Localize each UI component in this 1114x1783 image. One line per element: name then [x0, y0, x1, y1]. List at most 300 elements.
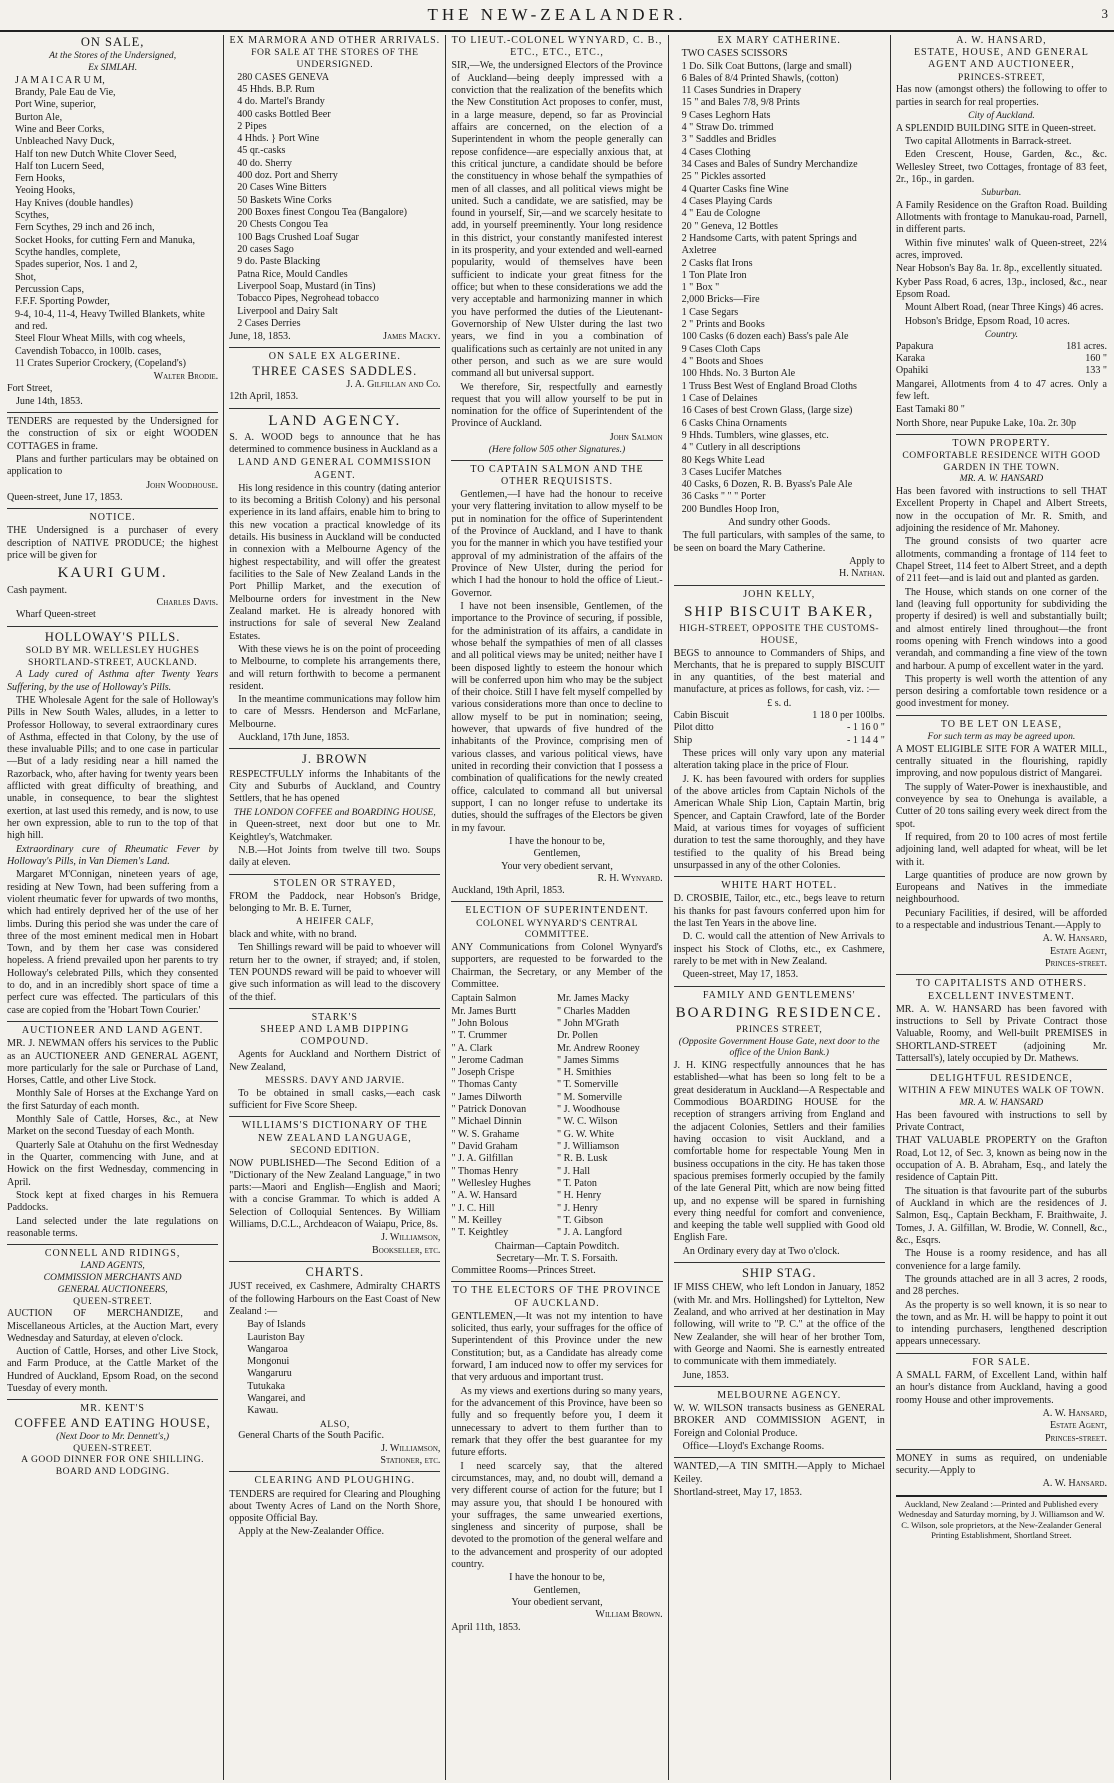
list-item: Tobacco Pipes, Negrohead tobacco: [237, 293, 379, 305]
ad-text: D. CROSBIE, Tailor, etc., etc., begs leave to return his thanks for past favours conferred upon him for the last Ten Years in the above line.: [673, 893, 885, 929]
list-item: 15 " and Bales 7/8, 9/8 Prints: [681, 97, 800, 109]
list-item: 16 Cases of best Crown Glass, (large size): [681, 405, 853, 417]
ad-closing: Your very obedient servant,: [501, 860, 613, 872]
list-item: 9 do. Paste Blacking: [237, 256, 321, 268]
ad-closing: Your obedient servant,: [511, 1597, 603, 1609]
list-item: Mr. James Burtt: [451, 1005, 517, 1017]
list-item: 4 " Boots and Shoes: [681, 356, 764, 367]
ad-title: JOHN KELLY,: [743, 588, 816, 600]
list-item: " Thomas Henry: [451, 1165, 519, 1177]
ad-text: BEGS to announce to Commanders of Ships, and Merchants, that he is prepared to supply BISCUIT in any quantities, of the best material and manufacture, at prices as follows, for cash, viz. :—: [673, 647, 885, 696]
ad-name: MR. A. W. HANSARD: [959, 473, 1044, 485]
ad-kent: [7, 1403, 218, 1477]
list-item: Wine and Beer Corks,: [15, 123, 105, 135]
list-item: 6 Casks China Ornaments: [681, 417, 787, 429]
list-item: 9-4, 10-4, 11-4, Heavy Twilled Blankets, white and red.: [15, 308, 205, 332]
list-item: 1 " Box ": [681, 282, 720, 294]
ad-signer: Estate Agent,: [1049, 1420, 1108, 1432]
newspaper-title: THE NEW-ZEALANDER.: [427, 5, 687, 24]
list-item: 2 Handsome Carts, with patent Springs and Axletree: [681, 232, 857, 257]
ad-date: June 14th, 1853.: [16, 395, 83, 407]
list-item: Steel Flour Wheat Mills, with cog wheels, Cavendish Tobacco, in 100lb. cases,: [15, 333, 186, 357]
ad-headline: A HEIFER CALF,: [295, 916, 374, 928]
list-item: 2,000 Bricks—Fire: [681, 294, 760, 306]
ad-boarding: [674, 990, 885, 1259]
ad-text: JUST received, ex Cashmere, Admiralty CHARTS of the following Harbours on the East Coast of New Zealand :—: [229, 1281, 441, 1317]
table-row: [674, 710, 885, 722]
ad-place: QUEEN-STREET.: [73, 1442, 153, 1454]
list-item: Wangaroa: [247, 1343, 288, 1355]
list-item: 3 " Saddles and Bridles: [681, 134, 777, 146]
ad-title: EX MARMORA AND OTHER ARRIVALS.: [229, 35, 441, 46]
ad-text: Office—Lloyd's Exchange Rooms.: [682, 1440, 825, 1452]
list-item: " W. S. Grahame: [451, 1128, 520, 1140]
ad-text: Hobson's Bridge, Epsom Road, 10 acres.: [904, 315, 1070, 327]
list-item: " J. Hall: [557, 1165, 591, 1177]
list-item: F.F.F. Sporting Powder,: [15, 296, 110, 308]
ad-signer: Princes-street.: [1044, 958, 1108, 969]
ad-title: COFFEE AND EATING HOUSE,: [14, 1415, 211, 1430]
list-item: 20 Cases Wine Bitters: [237, 182, 327, 194]
list-item: " A. W. Hansard: [451, 1190, 517, 1202]
ad-text: I need scarcely say, that the altered circumstances, may, and, no doubt will, demand a very different course of action for the future; but I may assure you, that should I be honoured with your suffrages, the same unwearied exertions, singleness and sincerity of purpose, shall be devoted to the promotion of the general welfare and to the advancement and prosperity of our adopted country.: [451, 1460, 663, 1571]
table-cell: Papakura: [895, 340, 934, 352]
ad-subtitle: COMFORTABLE RESIDENCE WITH GOOD GARDEN IN THE TOWN.: [902, 450, 1101, 473]
ad-text: The supply of Water-Power is inexhaustible, and conveyence by sea to Onehunga is available, a Cutter of 20 tons sailing every week direct from the spot.: [895, 781, 1108, 830]
ad-text: Has been favored with instructions to sell THAT Excellent Property in Chapel and Albert Streets, now in the occupation of Mr. R. Smith, and adjoining the residence of Mr. Mahoney.: [895, 486, 1108, 535]
list-item: " A. Clark: [451, 1042, 493, 1054]
ad-text: Eden Crescent, House, Garden, &c., &c. Wellesley Street, two Cottages, frontage of 83 feet, 2r., 16p., in garden.: [895, 149, 1108, 185]
ad-stolen: [229, 878, 440, 1004]
list-item: 2 Pipes: [237, 120, 267, 132]
ad-title: ELECTION OF SUPERINTENDENT.: [465, 905, 649, 917]
ad-text: Monthly Sale of Cattle, Horses, &c., at New Market on the second Tuesday of each Month.: [7, 1114, 219, 1138]
ad-title: MELBOURNE AGENCY.: [717, 1389, 842, 1401]
list-item: 20 " Geneva, 12 Bottles: [681, 220, 778, 232]
column-5: [891, 35, 1112, 1780]
ad-text: As the property is so well known, it is so near to the town, and as Mr. H. will be happy to point it out to intending purchasers, lengthened description appears unnecessary.: [895, 1299, 1108, 1348]
ad-title: STARK'S: [311, 1011, 358, 1023]
ad-signer: A. W. Hansard.: [1042, 1478, 1108, 1490]
ad-title: TO BE LET ON LEASE,: [940, 718, 1062, 730]
ad-signer: Stationer, etc.: [380, 1455, 441, 1467]
ad-signer: Charles Davis.: [156, 597, 219, 609]
ad-subtitle: FOR SALE AT THE STORES OF THE UNDERSIGNED.: [251, 47, 419, 70]
list-item: TWO CASES SCISSORS: [681, 48, 788, 60]
list-item: Captain Salmon: [451, 993, 517, 1005]
ad-headline: THE LONDON COFFEE and BOARDING HOUSE,: [233, 806, 436, 818]
ad-text: In the meantime communications may follow him to care of Messrs. Henderson and McFarlane, Melbourne.: [229, 694, 441, 730]
list-item: 40 Casks, 6 Dozen, R. B. Byass's Pale Ale: [681, 479, 853, 491]
list-item: Wangaruru: [247, 1368, 292, 1380]
ad-mary-catherine: [674, 35, 885, 581]
list-item: " Jerome Cadman: [451, 1054, 524, 1066]
ad-subtitle: SOLD BY MR. WELLESLEY HUGHES: [25, 644, 200, 656]
ad-text: TENDERS are required for Clearing and Ploughing about Twenty Acres of Land on the North Shore, opposite Official Bay.: [229, 1488, 441, 1525]
list-item: 6 Bales of 8/4 Printed Shawls, (cotton): [681, 72, 839, 84]
ad-name: MR. A. W. HANSARD: [959, 1097, 1044, 1109]
column-3: [446, 35, 668, 1780]
ad-text: Apply to: [849, 556, 885, 567]
list-item: " James Dilworth: [451, 1091, 522, 1103]
ad-signer: Princes-street.: [1044, 1432, 1108, 1444]
ad-charts: [229, 1265, 440, 1467]
ad-clearing: [229, 1475, 440, 1538]
ad-subtitle: LAND AGENTS,: [80, 1260, 145, 1272]
ad-text: W. W. WILSON transacts business as GENERAL BROKER AND COMMISSION AGENT, in Foreign and Colonial Produce.: [673, 1403, 885, 1439]
list-item: 9 Hhds. Tumblers, wine glasses, etc.: [681, 429, 829, 441]
list-item: 11 Cases Sundries in Drapery: [681, 85, 802, 97]
ad-subtitle: COLONEL WYNYARD'S CENTRAL COMMITTEE.: [476, 917, 638, 941]
ad-town-property: [896, 438, 1107, 711]
ad-title: TO LIEUT.-COLONEL WYNYARD, C. B., ETC., ETC., ETC.,: [451, 35, 663, 59]
ad-text: FROM the Paddock, near Hobson's Bridge, belonging to Mr. B. E. Turner,: [229, 890, 441, 915]
ad-text: I have not been insensible, Gentlemen, of the importance to the Province of securing, if possible, for the administration of its affairs, a candidate in whose behalf the sympathies of men of all classes and all political views may be united; neither have I been disposed lightly to esteem the honour which will be conferred upon him who may be the subject of their choice. Still I have felt myself compelled by various considerations more than once to decline to allow myself to be put in nomination; seeing, however, that upwards of five hundred of the inhabitants of the Province, comprising men of various classes, and various political views, have united in recording their conviction that I possess a combination of qualifications for the newly created office, calculated to command all but universal support, I can no longer refuse to undertake its duties, should the suffrages of the Electors be given in my favour.: [451, 600, 663, 834]
list-item: Hay Knives (double handles): [15, 197, 134, 209]
list-item: Mongonui: [247, 1356, 290, 1368]
list-item: Brandy, Pale Eau de Vie,: [15, 86, 116, 98]
list-item: " G. W. White: [557, 1128, 614, 1140]
ad-text: J. K. has been favoured with orders for supplies of the above articles from Captain Nichols of the American Whale Ship Lion, Captain Martin, brig Spencer, and Captain Crawford, late of the Border Maid, at various times for voyages of sufficient duration to test the same thoroughly, and they have testified to the quality of his Bread being unsurpassed in any of the other Colonies.: [673, 773, 885, 871]
ad-text: This property is well worth the attention of any person desiring a comfortable town residence or a good investment for money.: [895, 673, 1108, 710]
ad-title: SHIP BISCUIT BAKER,: [684, 603, 875, 620]
ad-text: GENTLEMEN,—It was not my intention to have solicited, thus early, your suffrages for the office of Superintendent of this Province under the new Constitution; but, as a Candidate has already come forward, I am induced now to offer my services for that very arduous and important trust.: [451, 1310, 663, 1384]
list-item: " M. Somerville: [557, 1091, 622, 1103]
list-item: Mr. James Macky: [557, 993, 630, 1005]
ad-text: These prices will only vary upon any material alteration taking place in the price of Flour.: [673, 748, 885, 772]
price-table: [674, 710, 885, 747]
ad-williams-dictionary: [229, 1120, 440, 1257]
ad-text: in Queen-street, next door but one to Mr. Keightley's, Watchmaker.: [229, 819, 441, 843]
ad-signer: J. Williamson,: [381, 1232, 441, 1244]
list-item: 40 do. Sherry: [237, 157, 292, 169]
ad-subtitle: (Here follow 505 other Signatures.): [488, 444, 626, 456]
ad-title: FOR SALE.: [972, 1356, 1031, 1368]
ad-text: A Family Residence on the Grafton Road. Building Allotments with frontage to Manukau-road, Parnell, in different parts.: [895, 199, 1108, 236]
ad-subtitle: SECOND EDITION.: [290, 1144, 380, 1156]
ad-kelly-biscuit: [674, 589, 885, 873]
ad-text: Mount Albert Road, (near Three Kings) 46 acres.: [904, 302, 1104, 314]
list-item: Bay of Islands: [247, 1319, 306, 1331]
ad-text: THE Undersigned is a purchaser of every description of NATIVE PRODUCE; the highest price will be given for: [7, 525, 219, 562]
ad-algerine: [229, 351, 440, 403]
ad-holloway: [7, 630, 218, 1017]
ad-connell: [7, 1248, 218, 1395]
ad-text: And sundry other Goods.: [728, 517, 831, 529]
list-item: Burton Ale,: [15, 111, 63, 123]
list-item: 9 Cases Leghorn Hats: [681, 109, 771, 121]
table-row: [674, 722, 885, 734]
ad-subtitle: For such term as may be agreed upon.: [927, 730, 1076, 742]
ad-text: Large quantities of produce are now grown by Europeans and Natives in the immediate neighbourhood.: [895, 869, 1108, 906]
ad-title: TO CAPITALISTS AND OTHERS.: [915, 978, 1087, 990]
list-item: " J. Woodhouse: [557, 1104, 620, 1116]
list-item: 400 doz. Port and Sherry: [237, 170, 338, 182]
ad-closing: Gentlemen,: [533, 848, 581, 860]
list-item: 80 Kegs White Lead: [681, 454, 765, 466]
ad-text: Margaret M'Connigan, nineteen years of age, residing at New Town, had been suffering from a violent rheumatic fever for upwards of two months, which had entirely deprived her of the use of her limbs. During this period she was under the care of three of the most eminent medical men in Hobart Town, and by them her case was considered hopeless. A friend prevailed upon her parents to try Holloway's celebrated Pills, which they consented to do, and in an incredibly short space of time a perfect cure was effected. The particulars of this case are copied from the 'Hobart Town Courier.': [7, 869, 219, 1016]
list-item: Socket Hooks, for cutting Fern and Manuka,: [15, 234, 195, 246]
ad-italic: Extraordinary cure of Rheumatic Fever by Holloway's Pills, in Van Diemen's Land.: [7, 843, 219, 867]
list-item: 11 Crates Superior Crockery, (Copeland's): [15, 357, 186, 369]
list-item: 100 Casks (6 dozen each) Bass's pale Ale: [681, 331, 849, 343]
ad-text: THE Wholesale Agent for the sale of Holloway's Pills in New South Wales, alludes, in a letter to Professor Holloway, to several extraordinary cures of Asthma, effected in that Colony, by the use of these invaluable Pills; and to one case in particular—But of a lady residing near a hill named the Razorback, who, after having for twenty years been afflicted with great difficulty of breathing, and unable, in consequence, to bear the slightest exertion, at last used this remedy, and is now, to use her own expression, able to run to the top of that high hill.: [7, 694, 219, 842]
list-item: " W. C. Wilson: [557, 1116, 618, 1128]
list-item: 1 Case Segars: [681, 306, 739, 318]
ad-text: North Shore, near Pupuke Lake, 10a. 2r. 30p: [895, 417, 1077, 429]
list-item: 20 Chests Congou Tea: [237, 219, 328, 231]
ad-text: ANY Communications from Colonel Wynyard's supporters, are requested to be forwarded to the Chairman, the Secretary, or any Member of the Committee.: [451, 942, 663, 990]
list-item: 9 Cases Cloth Caps: [681, 343, 761, 355]
goods-list: [7, 75, 218, 371]
ad-subtitle: (Next Door to Mr. Dennett's,): [56, 1430, 170, 1442]
ad-text: MR. J. NEWMAN offers his services to the Public as an AUCTIONEER AND GENERAL AGENT, more particularly for the sale or Purchase of Land, Horses, Cattle, and other Live Stock.: [7, 1038, 219, 1087]
ad-place: Queen-street, June 17, 1853.: [7, 491, 123, 503]
ad-text: Land selected under the late regulations on reasonable terms.: [7, 1215, 219, 1239]
ad-signer: A. W. Hansard,: [1042, 1407, 1108, 1419]
list-item: " T. Somerville: [557, 1079, 619, 1091]
ad-subtitle: PRINCES-STREET,: [957, 71, 1045, 83]
list-item: Liverpool Soap, Mustard (in Tins): [237, 280, 376, 292]
list-item: " T. Keightley: [451, 1227, 509, 1239]
ad-small-farm: [896, 1357, 1107, 1445]
table-cell: 1 18 0 per 100lbs.: [812, 710, 885, 722]
list-item: Dr. Pollen: [557, 1030, 598, 1042]
table-cell: - 1 16 0 ": [847, 722, 885, 734]
ad-title: DELIGHTFUL RESIDENCE,: [929, 1073, 1073, 1085]
ad-ship-stag: [674, 1266, 885, 1382]
ad-place: Fort Street,: [7, 383, 53, 395]
table-cell: Cabin Biscuit: [673, 710, 729, 722]
list-item: " Joseph Crispe: [451, 1067, 515, 1079]
ad-signer: Bookseller, etc.: [372, 1244, 441, 1256]
ad-section: Suburban.: [981, 187, 1022, 199]
ad-text: Monthly Sale of Horses at the Exchange Yard on the first Saturday of each month.: [7, 1088, 219, 1112]
ad-place: Wharf Queen-street: [16, 609, 96, 621]
table-row: [896, 353, 1107, 365]
newspaper-page: [0, 32, 1114, 1780]
ad-text: Has been favoured with instructions to sell by Private Contract,: [895, 1109, 1108, 1134]
ad-text: Cash payment.: [7, 584, 67, 596]
ad-title: AUCTIONEER AND LAND AGENT.: [21, 1025, 204, 1037]
ad-title: TO CAPTAIN SALMON AND THE OTHER REQUISISTS.: [470, 463, 644, 487]
list-item: Half ton Lucern Seed,: [15, 160, 105, 172]
list-item: Patna Rice, Mould Candles: [237, 268, 348, 280]
list-item: 2 " Prints and Books: [681, 319, 765, 331]
ad-subtitle: HIGH-STREET, OPPOSITE THE CUSTOMS-HOUSE,: [679, 623, 880, 646]
list-item: " John M'Grath: [557, 1017, 620, 1029]
ad-subtitle: (Opposite Government House Gate, next door to the office of the Union Bank.): [678, 1035, 880, 1059]
ad-title: LAND AGENCY.: [268, 412, 402, 429]
list-item: " J. C. Hill: [451, 1202, 495, 1214]
country-table: [896, 341, 1107, 378]
list-item: Liverpool and Dairy Salt: [237, 305, 338, 317]
ad-title: CONNELL AND RIDINGS,: [44, 1248, 181, 1260]
list-item: 100 Hhds. No. 3 Burton Ale: [681, 368, 796, 380]
table-cell: 133 ": [1085, 365, 1108, 377]
ad-closing: I have the honour to be,: [509, 1572, 605, 1584]
table-cell: 160 ": [1085, 353, 1108, 364]
ad-text: Stock kept at fixed charges in his Remuera Paddocks.: [7, 1189, 219, 1214]
list-item: Yeoing Hooks,: [15, 185, 76, 197]
list-item: Mr. Andrew Rooney: [557, 1042, 640, 1054]
list-item: 4 " Cutlery in all descriptions: [681, 442, 801, 454]
ad-text: The grounds attached are in all 3 acres, 2 roods, and 28 perches.: [895, 1273, 1108, 1298]
list-item: " H. Henry: [557, 1190, 602, 1202]
table-cell: Karaka: [895, 353, 925, 364]
table-cell: Opahiki: [895, 365, 929, 377]
ad-text: BOARD AND LODGING.: [55, 1465, 170, 1477]
price-header: £ s. d.: [767, 697, 792, 709]
ad-text: J. H. KING respectfully announces that he has established—what has been so long felt to be a great desideratum in Auckland—A Respectable and Commodious BOARDING HOUSE for the reception of strangers arriving from England and the adjacent Colonies, Settlers and their families having occasion to visit Auckland, and a comfortable home for respectable Young Men in business occupations in the city. He has taken those spacious premises formerly occupied by the family of the late General Pitt, which are now being fitted up, and no expense will be spared in furnishing every thing needful for comfort and convenience, and keeping the table well supplied with Good old English Fare.: [673, 1060, 885, 1244]
ad-on-sale: [7, 35, 218, 408]
list-item: 34 Cases and Bales of Sundry Merchandize: [681, 159, 858, 170]
ad-closing: I have the honour to be,: [509, 835, 605, 847]
ad-text: The ground consists of two quarter acre allotments, commanding a frontage of 114 feet to Chapel Street, 114 feet to Albert Street, and a depth of 211 feet—and is laid out and planted as garden.: [895, 536, 1108, 585]
list-item: 4 " Eau de Cologne: [681, 208, 761, 220]
list-item: " Thomas Canty: [451, 1079, 518, 1091]
list-item: J A M A I C A R U M,: [15, 74, 105, 86]
ad-signer: R. H. Wynyard.: [597, 872, 663, 884]
ad-text: TENDERS are requested by the Undersigned for the construction of six or eight WOODEN COTTAGES in frame.: [7, 416, 219, 452]
column-1: [2, 35, 224, 1780]
ad-delightful-residence: [896, 1073, 1107, 1349]
ad-italic: A Lady cured of Asthma after Twenty Years Suffering, by the use of Holloway's Pills.: [7, 669, 219, 693]
ad-text: SIR,—We, the undersigned Electors of the Province of Auckland—being deeply impressed with a conviction that the realization of the benefits which the New Constitution Act proposes to confer, must, in a large measure, depend, so far as Provincial affairs are concerned, on the election of a Superintendent in whom the people generally can repose confidence—are especially anxious that, at this critical juncture, a candidate should be before the constituency in whose behalf the sympathies of men of all classes, and all political views might be united. Such a candidate, we are satisfied, may be found in yourself, Sir,—and we scarcely hesitate to add, in yourself preeminently. Your long residence in this district, your constantly manifested interest in its prosperity, and your extended and well-earned popularity, would of themselves have been sufficient to indicate your great fitness for the office; but when to these considerations we add the very acceptable and harmonizing manner in which you have performed the duties of the Lieutenant-Governorship of New Ulster during the last two years, we find in you a combination of qualifications such as certainly are not united in any other person, and such as we are sure would command all but universal support.: [451, 60, 663, 380]
list-item: 4 Hhds. } Port Wine: [237, 133, 320, 145]
ad-date: 12th April, 1853.: [229, 391, 299, 403]
list-item: " Michael Dinnin: [451, 1116, 522, 1128]
list-item: Kawau.: [247, 1405, 279, 1417]
ad-title: WILLIAMS'S DICTIONARY OF THE NEW ZEALAND LANGUAGE,: [241, 1120, 428, 1144]
list-item: 200 Boxes finest Congou Tea (Bangalore): [237, 207, 408, 219]
list-item: 20 cases Sago: [237, 243, 294, 255]
list-item: Fern Hooks,: [15, 173, 65, 185]
ad-title: TOWN PROPERTY.: [952, 437, 1051, 449]
ad-date: Auckland, 17th June, 1853.: [238, 732, 350, 744]
ad-marmora: [229, 35, 440, 343]
ad-melbourne: [674, 1390, 885, 1453]
ad-subtitle: SHORTLAND-STREET, AUCKLAND.: [28, 656, 198, 668]
table-cell: 181 acres.: [1066, 340, 1108, 352]
ad-electors: [451, 1285, 662, 1634]
ad-text: A MOST ELIGIBLE SITE FOR A WATER MILL, centrally situated in the flourishing, rapidly improving, and now populous district of Mangarei.: [895, 743, 1108, 780]
ad-text: NOW PUBLISHED—The Second Edition of a "Dictionary of the New Zealand Language," in two parts:—Maori and English—English and Maori; with a concise Grammar. To which is added A Selection of Colloquial Sentences. By William Williams, D.C.L., Archdeacon of Waiapu, Price, 8s.: [229, 1157, 441, 1231]
ad-capitalists: [896, 978, 1107, 1065]
ad-text: MONEY in sums as required, on undeniable security.—Apply to: [895, 1452, 1108, 1477]
ad-text: Agents for Auckland and Northern District of New Zealand,: [229, 1049, 441, 1073]
list-item: 4 Cases Playing Cards: [681, 195, 773, 207]
list-item: Fern Scythes, 29 inch and 26 inch,: [15, 222, 155, 234]
ad-text: A SPLENDID BUILDING SITE in Queen-street.: [895, 122, 1096, 134]
list-item: Percussion Caps,: [15, 283, 84, 295]
ad-text: Plans and further particulars may be obtained on application to: [7, 454, 219, 478]
ad-signer: James Macky.: [383, 331, 441, 343]
ad-text: WANTED,—A TIN SMITH.—Apply to Michael Keiley.: [673, 1461, 885, 1485]
ad-title: EXCELLENT INVESTMENT.: [928, 990, 1075, 1002]
list-item: " Charles Madden: [557, 1005, 631, 1017]
list-item: 1 Case of Delaines: [681, 392, 758, 404]
committee-list: [451, 992, 662, 1240]
list-item: 4 do. Martel's Brandy: [237, 96, 325, 108]
ad-text: The full particulars, with samples of the same, to be seen on board the Mary Catherine.: [673, 530, 885, 554]
ad-subtitle: GENERAL AUCTIONEERS,: [57, 1283, 168, 1295]
ad-signer: Walter Brodie.: [153, 371, 219, 383]
ad-signer: William Brown.: [595, 1609, 663, 1621]
list-item: Spades superior, Nos. 1 and 2,: [15, 259, 138, 271]
committee-list-right: [557, 993, 663, 1239]
list-item: 4 " Straw Do. trimmed: [681, 122, 774, 134]
ad-title: HOLLOWAY'S PILLS.: [44, 629, 181, 644]
ad-white-hart: [674, 880, 885, 981]
ad-title: CLEARING AND PLOUGHING.: [254, 1475, 416, 1487]
table-cell: Pilot ditto: [673, 722, 714, 734]
list-item: " John Bolous: [451, 1017, 509, 1029]
list-item: 1 Truss Best West of England Broad Cloths: [681, 380, 857, 392]
ad-signer: John Woodhouse.: [146, 479, 219, 491]
ad-text: The House, which stands on one corner of the land (leaving full opportunity for subdividing the property if desired) is well and substantially built; and almost entirely lined throughout—the front rooms opening with French windows into a good verandah, and commanding a fine view of the town and harbour. A pump of excellent water in the yard.: [895, 586, 1108, 672]
ad-signer: John Salmon: [609, 431, 663, 443]
ad-text: Kyber Pass Road, 6 acres, 13p., inclosed, &c., near Epsom Road.: [895, 276, 1108, 301]
ad-title: FAMILY AND GENTLEMENS': [702, 989, 856, 1001]
ad-headline: LAND AND GENERAL COMMISSION AGENT.: [238, 457, 432, 481]
harbour-list: [229, 1319, 440, 1418]
ad-text: MR. A. W. HANSARD has been favored with instructions to Sell by Private Contract those Valuable, Roomy, and Well-built PREMISES in SHORTLAND-STREET (adjoining Mr. Tattersall's), lately occupied by Dr. Mathews.: [895, 1003, 1108, 1064]
list-item: Port Wine, superior,: [15, 99, 96, 111]
list-item: Scythe handles, complete,: [15, 247, 121, 259]
ad-closing: Gentlemen,: [533, 1584, 581, 1596]
masthead: [0, 0, 1114, 32]
ad-text: A SMALL FARM, of Excellent Land, within half an hour's distance from Auckland, having a good roomy House and other improvements.: [895, 1369, 1108, 1406]
printer-imprint: Auckland, New Zealand :—Printed and Published every Wednesday and Saturday morning, by J. Williamson and W. C. Wilson, sole proprietors, at the New-Zealander General Printing Establishment, Shortland Street.: [896, 1495, 1107, 1541]
list-item: 36 Casks " " " Porter: [681, 491, 766, 503]
list-item: Tutukaka: [247, 1380, 285, 1392]
column-4: [669, 35, 891, 1780]
ad-reply-salmon: [451, 464, 662, 898]
ad-text: S. A. WOOD begs to announce that he has determined to commence business in Auckland as a: [229, 431, 441, 456]
ad-text: The situation is that favourite part of the suburbs of Auckland in which are the residences of J. Salmon, Esq., Captain Beckham, F. Braithwaite, J. Tomes, J. A. Gilfillan, W. Brodie, W. Connell, &c., &c., Esqrs.: [895, 1185, 1108, 1246]
ad-title: MR. KENT'S: [80, 1403, 145, 1415]
ad-text: Apply at the New-Zealander Office.: [238, 1526, 385, 1538]
ad-text: RESPECTFULLY informs the Inhabitants of the City and Suburbs of Auckland, and Country Settlers, that he has opened: [229, 768, 441, 805]
ad-text: We therefore, Sir, respectfully and earnestly request that you will allow yourself to be put in nomination for the office of Superintendent of the Province of Auckland.: [451, 381, 663, 430]
list-item: " R. B. Lusk: [557, 1153, 608, 1165]
ad-title: A. W. HANSARD,: [956, 35, 1047, 46]
ad-text: Committee Rooms—Princes Street.: [451, 1265, 596, 1277]
list-item: " J. A. Langford: [557, 1227, 622, 1239]
ad-text: MESSRS. DAVY AND JARVIE.: [265, 1075, 405, 1087]
ad-date: June, 18, 1853.: [229, 331, 291, 343]
ad-place: QUEEN-STREET.: [73, 1295, 153, 1307]
ad-headline: KAURI GUM.: [57, 565, 168, 582]
list-item: " Patrick Donovan: [451, 1104, 527, 1116]
ad-text: Ten Shillings reward will be paid to whoever will return her to the owner, if strayed; and, if stolen, TEN POUNDS reward will be paid to whoever will give such information as will lead to the discovery of the thief.: [229, 942, 441, 1003]
ad-text: His long residence in this country (dating anterior to its becoming a British Colony) and his personal experience in its land affairs, enable him to bring to this new vocation a practical knowledge of its details. His business in Auckland will be conducted in connexion with a Melbourne Agency of the highest respectability, and will offer the greatest facilities to the Sale of New Zealand Lands in the Port Phillip Market, and the execution of Melbourne orders for investment in the New Zealand market. He is already honored with instructions for sale of several New Zealand Estates.: [229, 482, 441, 642]
ad-date: Queen-street, May 17, 1853.: [682, 969, 799, 981]
ad-subtitle: WITHIN A FEW MINUTES WALK OF TOWN.: [898, 1085, 1105, 1097]
ad-title: WHITE HART HOTEL.: [721, 880, 838, 892]
ad-title: ON SALE,: [80, 35, 145, 49]
ad-text: A GOOD DINNER FOR ONE SHILLING.: [21, 1454, 205, 1466]
ad-title: SHIP STAG.: [741, 1266, 817, 1281]
ad-text: Has now (amongst others) the following to offer to parties in search for real properties.: [895, 84, 1108, 108]
table-row: [674, 735, 885, 747]
ad-title: BOARDING RESIDENCE.: [675, 1004, 883, 1021]
ad-title: EX MARY CATHERINE.: [717, 35, 841, 46]
list-item: " M. Keilley: [451, 1214, 502, 1226]
ad-text: AUCTION OF MERCHANDIZE, and Miscellaneous Articles, at the Auction Mart, every Wednesday and Saturday, at eleven o'clock.: [7, 1308, 219, 1344]
ad-text: Mangarei, Allotments from 4 to 47 acres. Only a few left.: [895, 378, 1108, 402]
